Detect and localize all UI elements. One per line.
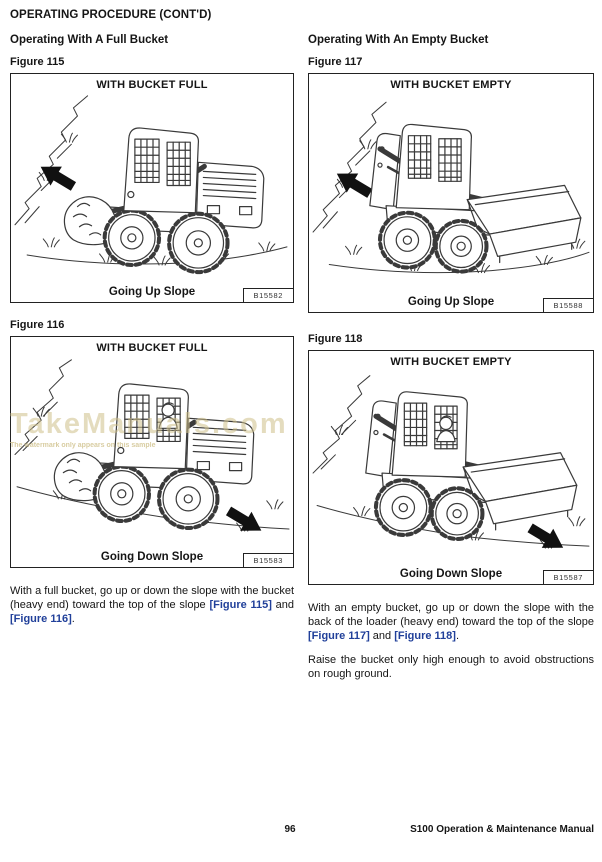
figure-118-illustration [309,368,593,568]
manual-title: S100 Operation & Maintenance Manual [410,824,594,835]
downhill-arrow-icon [524,518,569,557]
figure-118-caption: Going Down Slope [399,568,503,580]
skid-steer-loader-drawing [370,124,581,271]
grass-tuft-icon [259,242,275,251]
grass-tuft-icon [360,140,376,149]
grass-tuft-icon [61,133,77,142]
paragraph-text: . [455,630,460,642]
figure-117-illustration [309,91,593,296]
grass-tuft-icon [43,238,59,247]
figure-117-box [308,73,594,313]
figure-116-reference-link[interactable]: [Figure 116] [10,613,72,625]
figure-116-label: Figure 116 [10,319,65,331]
figure-115-illustration [11,91,293,286]
figure-118-box [308,350,594,585]
figure-115-reference-link[interactable]: [Figure 115] [209,599,272,611]
figure-116-box [10,336,294,568]
right-column [308,30,594,681]
figure-118-title: WITH BUCKET EMPTY [390,356,512,368]
figure-115-title: WITH BUCKET FULL [96,79,208,91]
figure-116-illustration [11,354,293,551]
downhill-arrow-icon [223,501,267,540]
skid-steer-loader-drawing [64,128,263,272]
watermark-subtext: The watermark only appears on this sample [10,442,156,449]
figure-118-reference-link[interactable]: [Figure 118] [394,630,456,642]
page-number: 96 [284,824,296,835]
grass-tuft-icon [346,245,362,254]
grass-tuft-icon [354,507,370,516]
raise-bucket-paragraph: Raise the bucket only high enough to avoid obstructions on rough ground. [308,654,594,680]
section-title-full-bucket: Operating With A Full Bucket [10,34,169,46]
figure-115-ref-code: B15582 [243,288,294,303]
skid-steer-loader-drawing [54,384,253,528]
section-title-empty-bucket: Operating With An Empty Bucket [308,34,489,46]
paragraph-text: . [71,613,75,625]
full-bucket-paragraph [10,584,294,626]
left-column [10,30,294,626]
paragraph-text: With an empty bucket, go up or down the slope with the back of the loader (heavy end) toward the top of the slope [308,602,594,628]
figure-117-reference-link[interactable]: [Figure 117] [308,630,370,642]
figure-116-title: WITH BUCKET FULL [96,342,208,354]
grass-tuft-icon [267,500,283,509]
page-title: OPERATING PROCEDURE (CONT'D) [10,9,212,21]
grass-tuft-icon [569,517,585,526]
figure-118-label: Figure 118 [308,333,363,345]
empty-bucket-paragraph [308,601,594,643]
paragraph-text: and [369,630,395,642]
figure-115-caption: Going Up Slope [108,286,196,298]
figure-117-title: WITH BUCKET EMPTY [390,79,512,91]
figure-116-caption: Going Down Slope [100,551,204,563]
figure-115-label: Figure 115 [10,56,65,68]
figure-117-label: Figure 117 [308,56,363,68]
figure-118-ref-code: B15587 [543,570,594,585]
figure-117-ref-code: B15588 [543,298,594,313]
watermark-text: TakeManuals.com [10,408,288,440]
figure-115-box [10,73,294,303]
figure-117-caption: Going Up Slope [407,296,495,308]
paragraph-text: With a full bucket, go up or down the slope with the bucket (heavy end) toward the top of the slope [10,585,294,611]
skid-steer-loader-drawing [366,392,577,539]
figure-116-ref-code: B15583 [243,553,294,568]
paragraph-text: and [271,599,294,611]
